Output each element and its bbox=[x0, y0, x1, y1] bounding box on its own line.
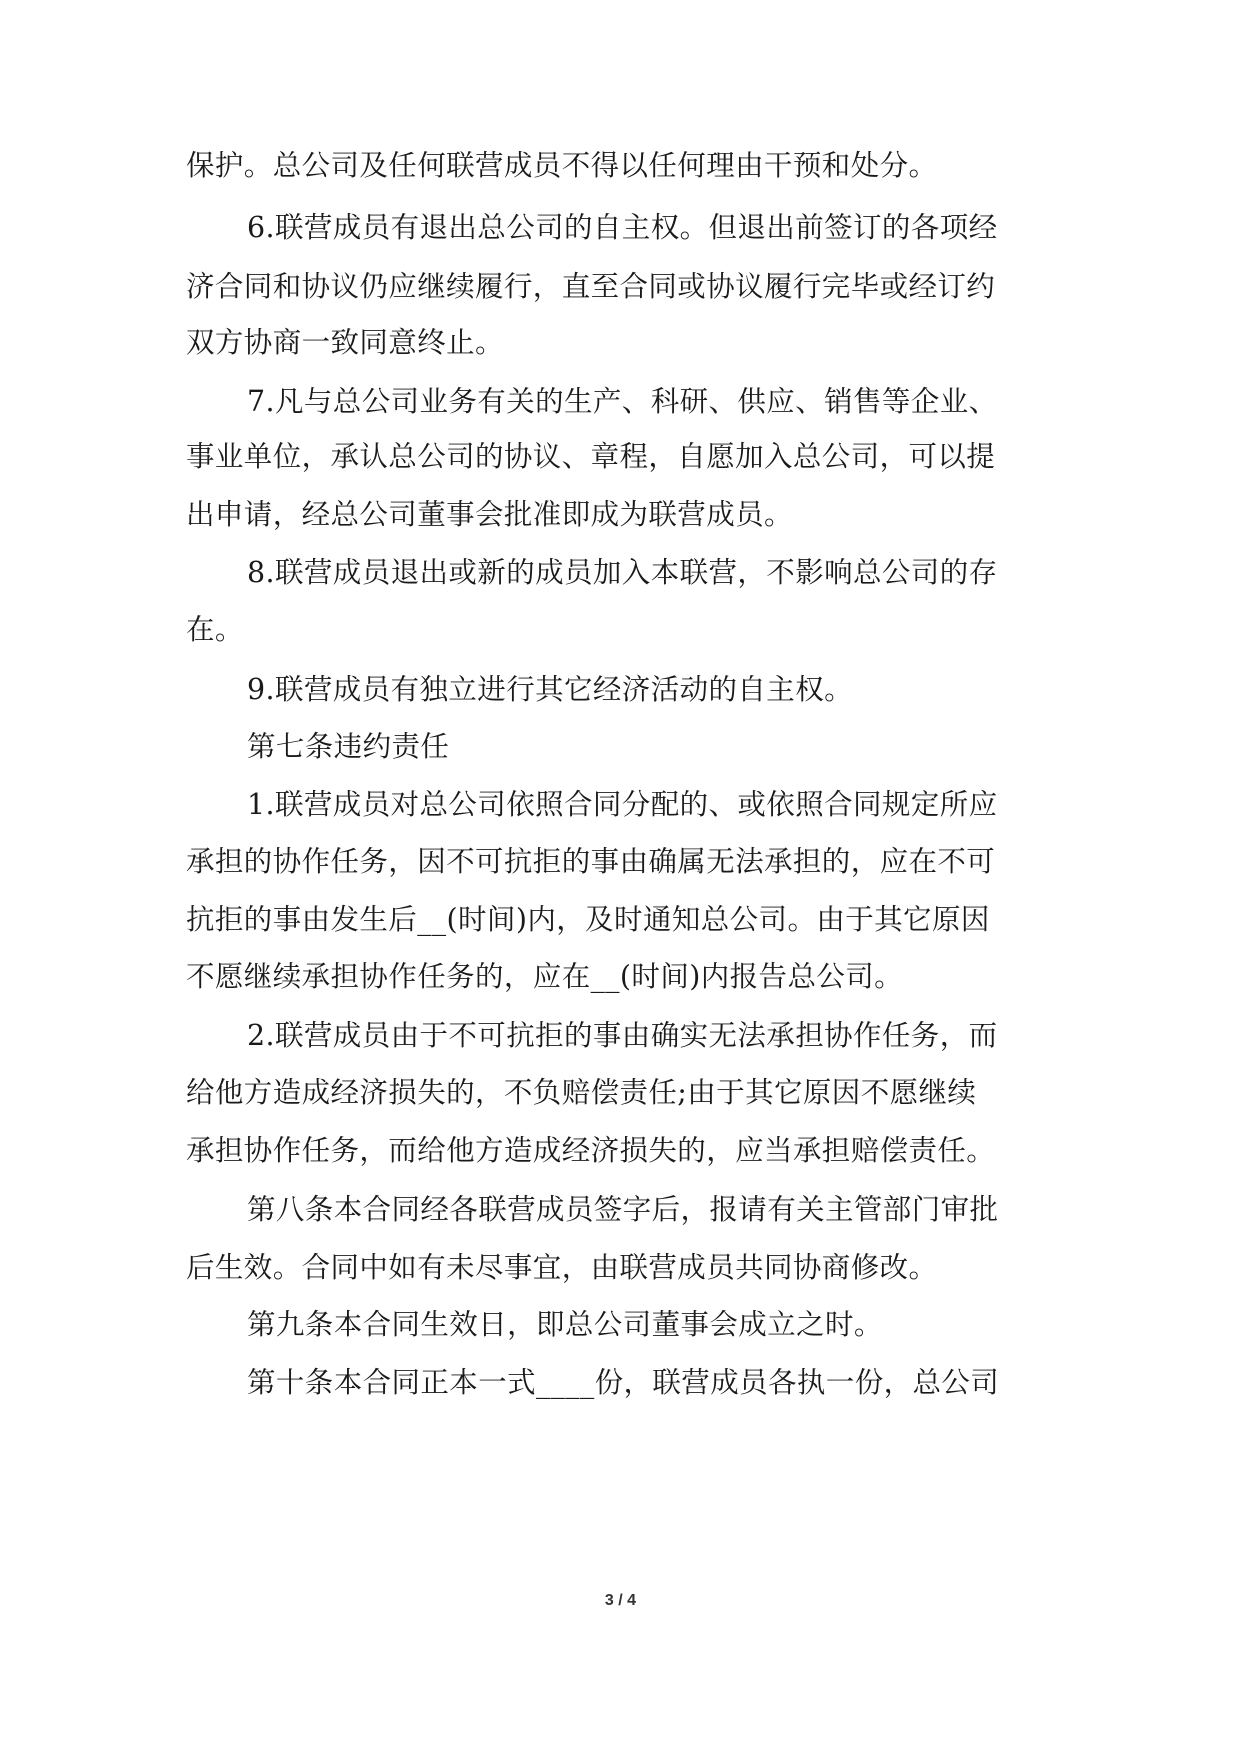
paragraph-line: 保护。总公司及任何联营成员不得以任何理由干预和处分。 bbox=[186, 149, 938, 182]
paragraph-line: 济合同和协议仍应继续履行，直至合同或协议履行完毕或经订约 bbox=[186, 270, 996, 303]
section-heading: 第七条违约责任 bbox=[247, 730, 450, 763]
paragraph-line: 承担协作任务，而给他方造成经济损失的，应当承担赔偿责任。 bbox=[186, 1134, 996, 1167]
paragraph-line: 9.联营成员有独立进行其它经济活动的自主权。 bbox=[247, 673, 853, 706]
paragraph-line: 2.联营成员由于不可抗拒的事由确实无法承担协作任务，而 bbox=[247, 1019, 998, 1052]
paragraph-line: 事业单位，承认总公司的协议、章程，自愿加入总公司，可以提 bbox=[186, 440, 996, 473]
paragraph-line: 双方协商一致同意终止。 bbox=[186, 326, 504, 359]
paragraph-line: 第十条本合同正本一式____份，联营成员各执一份，总公司 bbox=[247, 1366, 1000, 1399]
paragraph-line: 在。 bbox=[186, 613, 244, 646]
paragraph-line: 6.联营成员有退出总公司的自主权。但退出前签订的各项经 bbox=[247, 211, 998, 244]
paragraph-line: 8.联营成员退出或新的成员加入本联营，不影响总公司的存 bbox=[247, 556, 998, 589]
paragraph-line: 不愿继续承担协作任务的，应在__(时间)内报告总公司。 bbox=[186, 960, 904, 993]
paragraph-line: 第九条本合同生效日，即总公司董事会成立之时。 bbox=[247, 1308, 883, 1341]
paragraph-line: 1.联营成员对总公司依照合同分配的、或依照合同规定所应 bbox=[247, 788, 998, 821]
paragraph-line: 承担的协作任务，因不可抗拒的事由确属无法承担的，应在不可 bbox=[186, 845, 996, 878]
paragraph-line: 给他方造成经济损失的，不负赔偿责任;由于其它原因不愿继续 bbox=[186, 1076, 977, 1109]
paragraph-line: 7.凡与总公司业务有关的生产、科研、供应、销售等企业、 bbox=[247, 385, 998, 418]
paragraph-line: 后生效。合同中如有未尽事宜，由联营成员共同协商修改。 bbox=[186, 1251, 938, 1284]
paragraph-line: 抗拒的事由发生后__(时间)内，及时通知总公司。由于其它原因 bbox=[186, 903, 990, 936]
page-number: 3 / 4 bbox=[604, 1592, 637, 1609]
paragraph-line: 出申请，经总公司董事会批准即成为联营成员。 bbox=[186, 498, 793, 531]
paragraph-line: 第八条本合同经各联营成员签字后，报请有关主管部门审批 bbox=[247, 1193, 999, 1226]
